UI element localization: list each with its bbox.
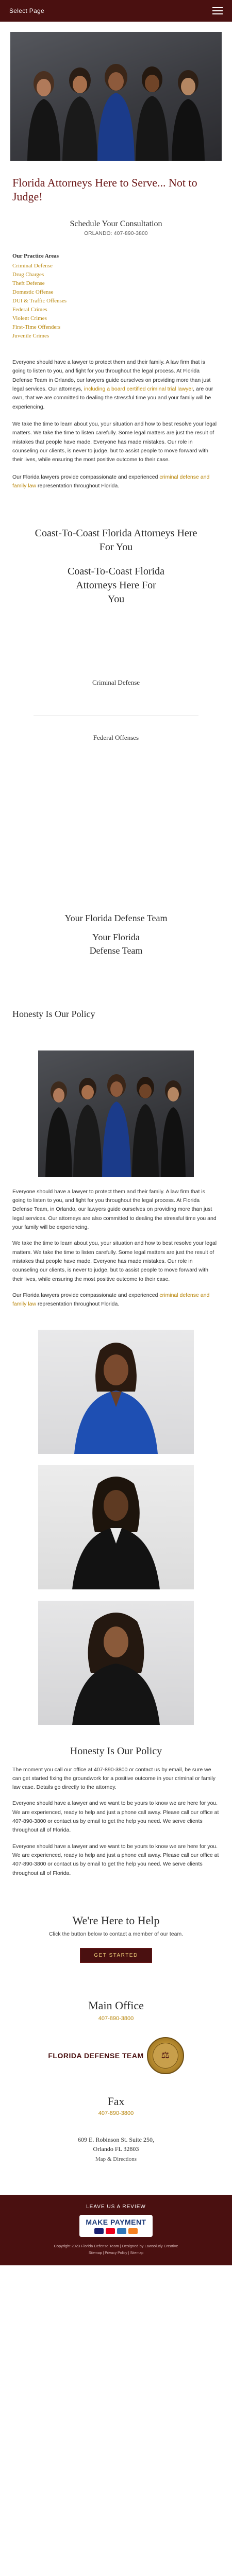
practice-area-link[interactable]: Juvenile Crimes [12,333,49,340]
make-payment-button[interactable] [79,2215,152,2237]
schedule-phone[interactable]: ORLANDO: 407-890-3800 [84,230,148,236]
footer [0,2195,232,2265]
practice-area-link[interactable]: Federal Crimes [12,306,47,313]
attorney-illustration-1 [38,1330,194,1454]
help-text: Click the button below to contact a member of our team. [48,1930,184,1937]
practice-area-link[interactable]: First-Time Offenders [12,324,61,331]
address-line-1: 609 E. Robinson St. Suite 250, [77,2136,154,2143]
intro-paragraph-2: We take the time to learn about you, your situation and how to best resolve your legal matters. We take the time to listen carefully. Some legal matters are just the result of mistakes that people have made. Everyone has made mistakes. Our role in counseling our clients, is never to judge, but to assist people to move forward with their lives, while ensuring the most positive outcome to their case. [12,421,217,463]
intro-paragraph-3: Our Florida lawyers provide compassionate and experienced criminal defense and family law representation throughout Florida. [12,473,210,489]
schedule-label: Schedule Your Consultation [70,219,162,228]
criminal-family-law-link[interactable]: criminal defense and family law [12,473,210,489]
practice-area-link[interactable]: Criminal Defense [12,262,53,269]
practice-area-link[interactable]: Drug Charges [12,271,44,278]
practice-area-link[interactable]: Theft Defense [12,280,45,286]
attorney-portrait-3 [38,1601,194,1725]
page-title: Florida Attorneys Here to Serve... Not to Judge! [12,176,197,203]
honesty-bottom-paragraph-1: The moment you call our office at 407-890-3800 or contact us by email, be sure we can get started fixing the groundwork for a positive outcome in your criminal or family law case. Details go directly to the attorney. [12,1766,216,1791]
card-icons [86,2228,146,2234]
honesty-paragraph-3: Our Florida lawyers provide compassionate and experienced criminal defense and family law representation throughout Florida. [12,1292,210,1308]
seal-icon: ⚖ [147,2037,184,2074]
top-nav-bar [0,0,232,22]
defense-team-heading: Your Florida Defense Team Your Florida Defense Team [64,913,168,956]
amex-icon [117,2228,126,2234]
criminal-defense-label[interactable]: Criminal Defense [92,679,140,687]
make-payment-label: MAKE PAYMENT [86,2217,146,2226]
fax-number: 407-890-3800 [98,2110,134,2116]
criminal-family-law-link-2[interactable]: criminal defense and family law [12,1292,210,1308]
firm-logo[interactable] [0,2037,232,2074]
coast-to-coast-heading-2: Coast-To-Coast Florida Attorneys Here For You [67,566,165,605]
honesty-heading: Honesty Is Our Policy [12,1008,95,1019]
honesty-paragraph-1: Everyone should have a lawyer to protect them and their family. A law firm that is going to listen to you, and fight for you throughout the legal process. At Florida Defense Team, in Orlando, our lawyers guide ourselves on providing more than just legal services. Our attorneys are also committed to dealing the stressful time you and your family will be experiencing. [12,1188,217,1230]
get-started-button[interactable]: GET STARTED [80,1948,152,1963]
schedule-consultation [12,219,220,236]
attorney-portrait-1 [38,1330,194,1454]
visa-icon [94,2228,104,2234]
main-office-title: Main Office [88,1998,144,2012]
logo-text: FLORIDA DEFENSE TEAM [48,2051,144,2060]
mastercard-icon [106,2228,115,2234]
select-page-dropdown[interactable]: Select Page [9,7,45,14]
discover-icon [128,2228,138,2234]
hero-team-photo [10,32,222,161]
practice-area-link[interactable]: DUI & Traffic Offenses [12,297,67,304]
practice-areas-heading: Our Practice Areas [12,252,59,259]
fax-section [0,2095,232,2116]
leave-review-link[interactable]: LEAVE US A REVIEW [86,2204,146,2210]
honesty-bottom-paragraph-3: Everyone should have a lawyer and we want to be yours to know we are here for you. We are experienced, ready to help and just a phone call away. Please call our office at 407-890-3800 or contact us by email to get the help you need. We serve clients throughout all of Florida. [12,1843,219,1876]
practice-area-link[interactable]: Domestic Offense [12,289,54,295]
practice-area-link[interactable]: Violent Crimes [12,315,47,321]
coast-to-coast-heading: Coast-To-Coast Florida Attorneys Here For You [35,528,197,553]
board-certified-link[interactable]: including a board certified criminal trial lawyer [84,386,193,393]
attorney-illustration-2 [38,1465,194,1589]
intro-paragraph-1: Everyone should have a lawyer to protect them and their family. A law firm that is going to listen to you, and fight for you throughout the legal process. At Florida Defense Team in Orlando, our lawyers guide ourselves on providing more than just legal services. Our attorneys, including a board certified criminal trial lawyer, are our own, that we are committed to dealing the stressful time you and your family will be experiencing. [12,359,213,410]
team-group-illustration-2 [38,1050,194,1177]
attorney-portrait-2 [38,1465,194,1589]
hamburger-menu-icon[interactable] [212,7,223,14]
address-block [0,2135,232,2164]
honesty-paragraph-2: We take the time to learn about you, your situation and how to best resolve your legal matters. We take the time to listen carefully. Some legal matters are just the result of mistakes that people have made. Everyone has made mistakes. Our role in counseling our clients, is never to judge, but to assist people to move forward with their lives, while ensuring the most positive outcome to their case. [12,1240,217,1282]
address-line-2: Orlando FL 32803 [93,2145,139,2153]
honesty-bottom-heading: Honesty Is Our Policy [70,1745,162,1757]
help-section [0,1914,232,1963]
fax-title: Fax [107,2094,125,2108]
team-group-illustration [18,47,214,161]
main-office-phone[interactable]: 407-890-3800 [98,2015,134,2022]
copyright-text: Copyright 2023 Florida Defense Team | Designed by Lawsolutly Creative [54,2243,178,2248]
practice-areas-list [12,252,220,341]
attorney-illustration-3 [38,1601,194,1725]
federal-offenses-label[interactable]: Federal Offenses [93,734,139,742]
footer-links[interactable]: Sitemap | Privacy Policy | Sitemap [88,2251,144,2255]
honesty-bottom-paragraph-2: Everyone should have a lawyer and we want to be yours to know we are here for you. We are experienced, ready to help and just a phone call away. Please call our office at 407-890-3800 or contact us by email to get the help you need. We serve clients throughout all of Florida. [12,1800,219,1834]
help-title: We're Here to Help [72,1913,160,1927]
main-office [0,1999,232,2022]
team-group-photo [38,1050,194,1177]
map-directions-link[interactable]: Map & Directions [95,2156,137,2162]
